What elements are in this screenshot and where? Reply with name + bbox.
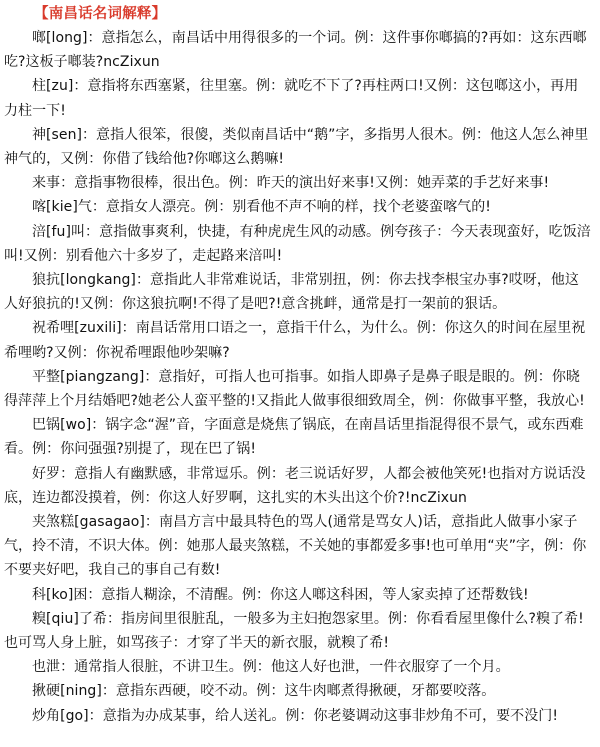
entry-longkang: 狼抗[longkang]：意指此人非常难说话，非常别扭，例：你去找李根宝办事?哎呀，他这人好狼抗的!又例：你这狼抗啊!不得了是吧?!意含挑衅，通常是打一架前的狠话。 — [4, 272, 579, 313]
entry-sen: 神[sen]：意指人很笨，很傻，类似南昌话中“鹅”字，多指男人很木。例：他这人怎么神里神气的，又例：你借了钱给他?你啷这么鹅嘛! — [4, 126, 589, 168]
entry-zu: 柱[zu]：意指将东西塞紧，往里塞。例：就吃不下了?再柱两口!又例：这包啷这小，再用力柱一下! — [4, 78, 579, 119]
entry-bawo: 巴锅[wo]：锅字念“渥”音，字面意是烧焦了锅底，在南昌话里指混得很不景气，或东西难看。例：你问强强?别提了，现在巴了锅! — [4, 417, 584, 458]
article-title: 【南昌话名词解释】 — [34, 6, 167, 22]
entry-zuxili: 祝希哩[zuxili]：南昌话常用口语之一，意指干什么，为什么。例：你这久的时间在屋里祝希哩哟?又例：你祝希哩跟他吵架嘛? — [4, 320, 586, 361]
entry-kieqi: 喀[kie]气：意指女人漂亮。例：别看他不声不响的样，找个老婆蛮喀气的! — [32, 199, 491, 216]
entry-qiulexi: 糗[qiu]了希：指房间里很脏乱，一般多为主妇抱怨家里。例：你看看屋里像什么?糗了希!也可骂人身上脏，如骂孩子：才穿了半天的新衣服，就糗了希! — [4, 610, 584, 652]
entry-haoluo: 好罗：意指人有幽默感，非常逗乐。例：老三说话好罗，人都会被他笑死!也指对方说话没底，连边都没摸着，例：你这人好罗啊，这扎实的木头出这个价?!ncZixun — [4, 465, 586, 506]
entry-gasagao: 夹煞糕[gasagao]：南昌方言中最具特色的骂人(通常是骂女人)话，意指此人做事小家子气，拎不清，不识大体。例：她那人最夹煞糕，不关她的事都爱多事!也可单用“夹”字，例：你不要夹好吧，我自己的事自己有数! — [4, 514, 587, 579]
entry-chaogo: 炒角[go]：意指为办成某事，给人送礼。例：你老婆调动这事非炒角不可，要不没门! — [32, 707, 558, 724]
entry-long: 啷[long]：意指怎么，南昌话中用得很多的一个词。例：这件事你啷搞的?再如：这东西啷吃?这板子啷装?ncZixun — [4, 30, 587, 71]
entry-yexie: 也泄：通常指人很脏，不讲卫生。例：他这人好也泄，一件衣服穿了一个月。 — [32, 659, 510, 676]
entry-ning: 揪硬[ning]：意指东西硬，咬不动。例：这牛肉啷煮得揪硬，牙都要咬落。 — [32, 683, 496, 700]
entry-fujiao: 涪[fu]叫：意指做事爽利，快捷，有种虎虎生风的动感。例夸孩子：今天表现蛮好，吃饭涪叫!又例：别看他六十多岁了，走起路来涪叫! — [4, 223, 591, 264]
entry-piangzang: 平整[piangzang]：意指好，可指人也可指事。如指人即鼻子是鼻子眼是眼的。例：你晓得萍萍上个月结婚吧?她老公人蛮平整的!又指此人做事很细致周全，例：你做事平整，我放心! — [4, 368, 585, 410]
entry-kokun: 科[ko]困：意指人糊涂，不清醒。例：你这人啷这科困，等人家卖掉了还帮数钱! — [32, 586, 529, 603]
entry-laishi: 来事：意指事物很棒，很出色。例：昨天的演出好来事!又例：她弄菜的手艺好来事! — [32, 175, 550, 192]
